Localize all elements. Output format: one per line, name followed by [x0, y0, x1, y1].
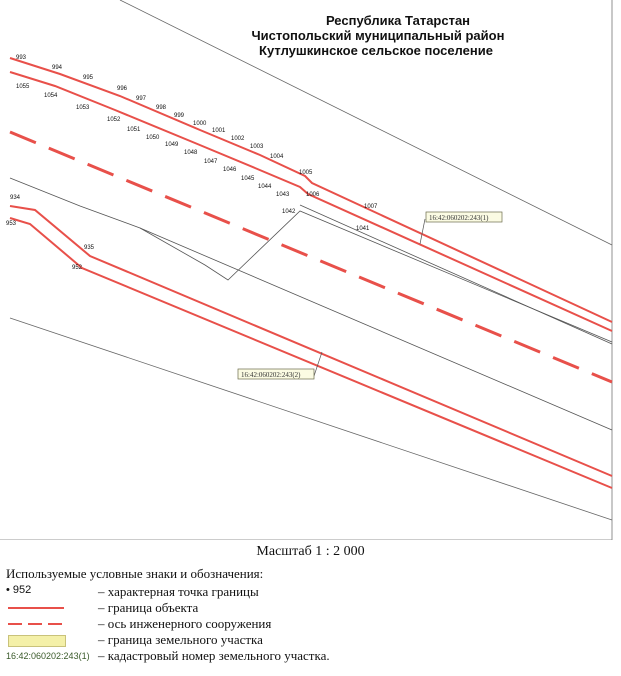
- legend-point-sample: • 952: [6, 584, 32, 596]
- boundary-point-label: 1052: [107, 117, 121, 123]
- boundary-point-label: 1001: [212, 128, 226, 134]
- boundary-point-label: 996: [117, 86, 128, 92]
- boundary-point-label: 999: [174, 113, 185, 119]
- cadastral-2-label: 16:42:060202:243(2): [241, 371, 301, 379]
- boundary-point-label: 997: [136, 96, 147, 102]
- legend-point-text: – характерная точка границы: [98, 584, 259, 599]
- boundary-point-label: 934: [10, 195, 21, 201]
- boundary-point-label: 1055: [16, 84, 30, 90]
- lower-object-boundary-inner: [10, 218, 612, 488]
- boundary-point-label: 1002: [231, 136, 245, 142]
- upper-thin-line-right: [300, 205, 612, 344]
- legend-object-boundary-symbol: [6, 600, 88, 616]
- legend-object-boundary-text: – граница объекта: [98, 600, 199, 615]
- boundary-points-layer: [6, 55, 378, 271]
- header-line-1: Республика Татарстан: [325, 13, 471, 28]
- upper-object-boundary-outer: [10, 58, 612, 322]
- header-line-3: Кутлушкинское сельское поселение: [259, 43, 493, 58]
- cadastral-1-leader: [420, 219, 425, 244]
- legend-cadastral-sample: 16:42:060202:243(1): [6, 651, 90, 661]
- legend-point-symbol: [6, 584, 88, 600]
- boundary-point-label: 1003: [250, 144, 264, 150]
- lower-thin-line: [140, 228, 612, 430]
- legend-row-cadastral: [6, 648, 616, 664]
- boundary-point-label: 1051: [127, 127, 141, 133]
- legend-row-point: [6, 584, 616, 600]
- boundary-point-label: 1054: [44, 93, 58, 99]
- boundary-point-label: 952: [72, 265, 83, 271]
- boundary-point-label: 998: [156, 105, 167, 111]
- legend-title: Используемые условные знаки и обозначения:: [6, 566, 264, 581]
- legend-cadastral-symbol: [6, 648, 88, 664]
- boundary-point-label: 1007: [364, 204, 378, 210]
- lower-object-boundary-outer: [10, 206, 612, 476]
- boundary-point-label: 1000: [193, 121, 207, 127]
- boundary-point-label: 935: [84, 245, 95, 251]
- boundary-point-label: 1046: [223, 167, 237, 173]
- boundary-point-label: 1053: [76, 105, 90, 111]
- boundary-point-label: 1042: [282, 209, 296, 215]
- boundary-point-label: 1048: [184, 150, 198, 156]
- header-line-2: Чистопольский муниципальный район: [251, 28, 505, 43]
- legend-parcel-text: – граница земельного участка: [98, 632, 263, 647]
- legend-row-axis: [6, 616, 616, 632]
- cadastral-1-label: 16:42:060202:243(1): [429, 214, 489, 222]
- boundary-point-label: 1047: [204, 159, 218, 165]
- upper-object-boundary-inner: [10, 72, 612, 331]
- boundary-point-label: 1043: [276, 192, 290, 198]
- legend-axis-symbol: [6, 616, 88, 632]
- boundary-point-label: 1050: [146, 135, 160, 141]
- scale-label: Масштаб 1 : 2 000: [256, 544, 365, 559]
- boundary-point-label: 993: [16, 55, 27, 61]
- boundary-point-label: 1045: [241, 176, 255, 182]
- legend: [6, 566, 616, 664]
- boundary-point-label: 953: [6, 221, 17, 227]
- boundary-point-label: 1044: [258, 184, 272, 190]
- legend-parcel-symbol: [6, 632, 88, 648]
- legend-cadastral-text: – кадастровый номер земельного участка.: [98, 648, 330, 663]
- boundary-point-label: 1041: [356, 226, 370, 232]
- legend-axis-text: – ось инженерного сооружения: [98, 616, 272, 631]
- boundary-point-label: 1006: [306, 192, 320, 198]
- boundary-point-label: 994: [52, 65, 63, 71]
- boundary-point-label: 1004: [270, 154, 284, 160]
- boundary-point-label: 1049: [165, 142, 179, 148]
- boundary-point-label: 1005: [299, 170, 313, 176]
- legend-row-object-boundary: [6, 600, 616, 616]
- legend-row-parcel: [6, 632, 616, 648]
- boundary-point-label: 995: [83, 75, 94, 81]
